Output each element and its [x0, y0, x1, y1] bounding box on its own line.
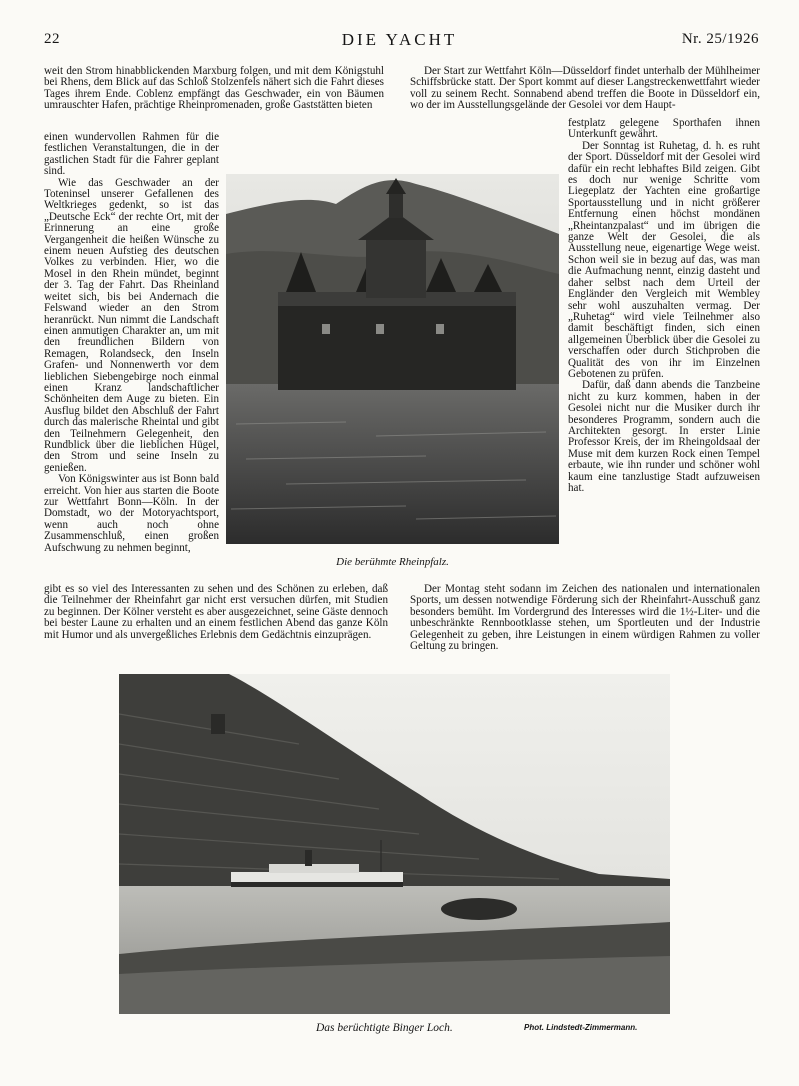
paragraph: Wie das Geschwader an der Toteninsel unserer Gefallenen des Weltkrieges gedenkt, so ist das „Deutsche Eck“ der rechte Ort, mit der Erinnerung an eine große Vergangenheit die heißen Wünsche zu einem neuen Aufstieg des deutschen Volkes zu verbinden. Hier, wo die Mosel in den Rhein mündet, beginnt der 3. Tag der Fahrt. Das Rheinland weitet sich, bis bei Andernach die Felswand wieder an den Strom heranrückt. Nun nimmt die Landschaft einen anmutigen Charakter an, um mit den freundlichen Bildern von Remagen, Rolandseck, den Inseln Grafen- und Nonnenwerth vor dem lieblichen Siebengebirge noch einmal einen Kranz landschaftlicher Schönheiten dem Auge zu bieten. Ein Ausflug bildet den Abschluß der Fahrt durch das malerische Rheintal und gibt den Teilnehmern Gelegenheit, den Rundblick über die lieblichen Hügel, den Strom und seine Inseln zu genießen. — [44, 176, 219, 474]
right-column-top — [410, 66, 760, 112]
page-number: 22 — [44, 31, 60, 47]
photo-binger-loch — [119, 674, 670, 1014]
left-column-top — [44, 66, 384, 112]
paragraph: Der Montag steht sodann im Zeichen des nationalen und internationalen Sports, um dessen notwendige Förderung sich der Rheinfahrt-Ausschuß ganz besonders bemüht. Im Vordergrund des Interesses wird die 1½-Liter- und die unbeschränkte Rennbootklasse stehen, um Sportleuten und der Industrie Gelegenheit zu geben, ihre Leistungen in einem würdigen Rahmen zu voller Geltung zu bringen. — [410, 583, 760, 653]
paragraph: weit den Strom hinabblickenden Marxburg folgen, und mit dem Königstuhl bei Rhens, dem Blick auf das Schloß Stolzenfels nähert sich die Fahrt dieses Tages ihrem Ende. Coblenz empfängt das Geschwader, ein von Bäumen umrauschter Hafen, prächtige Rheinpromenaden, große Gaststätten bieten — [44, 65, 384, 112]
journal-title: DIE YACHT — [341, 30, 458, 49]
caption-rheinpfalz: Die berühmte Rheinpfalz. — [336, 556, 449, 568]
paragraph: gibt es so viel des Interessanten zu sehen und des Schönen zu erleben, daß die Teilnehmer der Rheinfahrt gar nicht erst versuchen dürfen, mit Studien zu beginnen. Der Kölner versteht es aber ausgezeichnet, seine Gäste dennoch bei bester Laune zu erhalten und an einem festlichen Abend das ganze Köln mit Humor und als unvergeßliches Erlebnis dem Gedächtnis einzuprägen. — [44, 583, 388, 641]
right-column-narrow — [568, 118, 760, 494]
binger-loch-illustration — [119, 674, 670, 1014]
paragraph: Der Start zur Wettfahrt Köln—Düsseldorf findet unterhalb der Mühlheimer Schiffsbrücke statt. Der Sport kommt auf dieser Langstreckenwettfahrt wieder voll zu seinem Recht. Sonnabend abend treffen die Boote in Düsseldorf ein, wo der im Ausstellungsgelände der Gesolei vor dem Haupt- — [410, 65, 760, 112]
paragraph: einen wundervollen Rahmen für die festlichen Veranstaltungen, die in der gastlichen Stadt für die Fahrer geplant sind. — [44, 131, 219, 178]
paragraph: Dafür, daß dann abends die Tanzbeine nicht zu kurz kommen, haben in der Gesolei nicht nur die Musiker durch ihr besonderes Programm, sondern auch die Architekten gesorgt. In erster Linie Professor Kreis, der im Rheingoldsaal der Muse mit dem kurzen Rock einen Tempel erbaute, wie ihn runder und schöner wohl kaum eine tanzlustige Stadt aufzuweisen hat. — [568, 379, 760, 494]
paragraph: Von Königswinter aus ist Bonn bald erreicht. Von hier aus starten die Boote zur Wettfahrt Bonn—Köln. In der Domstadt, wo der Motoryachtsport, wenn auch noch ohne Zusammenschluß, einen großen Aufschwung zu nehmen beginnt, — [44, 473, 219, 554]
photo-rheinpfalz — [226, 174, 559, 544]
paragraph: Der Sonntag ist Ruhetag, d. h. es ruht der Sport. Düsseldorf mit der Gesolei wird dafür ein recht lebhaftes Bild zeigen. Gibt es doch nur wenige Schritte vom Liegeplatz der Yachten eine großartige Sportausstellung und in nicht größerer Entfernung einen höchst mondänen „Rheintanzpalast“ und im übrigen die ganze Welt der Gesolei, die als Ausstellung neue, eigenartige Wege weist. Schon weil sie in bezug auf das, was man die Aufmachung nennt, einzig dasteht und daher selbst nach dem Urteil der Engländer den Vergleich mit Wembley sehr wohl auszuhalten vermag. Der „Ruhetag“ wird viele Teilnehmer also damit beschäftigt finden, sich einen allgemeinen Überblick über die Gesolei zu verschaffen oder durch Stichproben die Qualität des von ihr im Einzelnen Gebotenen zu prüfen. — [568, 139, 760, 380]
caption-binger-loch: Das berüchtigte Binger Loch. — [316, 1022, 453, 1034]
paragraph: festplatz gelegene Sporthafen ihnen Unterkunft gewährt. — [568, 117, 760, 141]
left-column-narrow — [44, 132, 219, 554]
photo-credit: Phot. Lindstedt-Zimmermann. — [524, 1023, 638, 1032]
rheinpfalz-illustration — [226, 174, 559, 544]
issue-number: Nr. 25/1926 — [681, 31, 759, 47]
right-column-bottom — [410, 584, 760, 652]
left-column-bottom — [44, 584, 388, 641]
